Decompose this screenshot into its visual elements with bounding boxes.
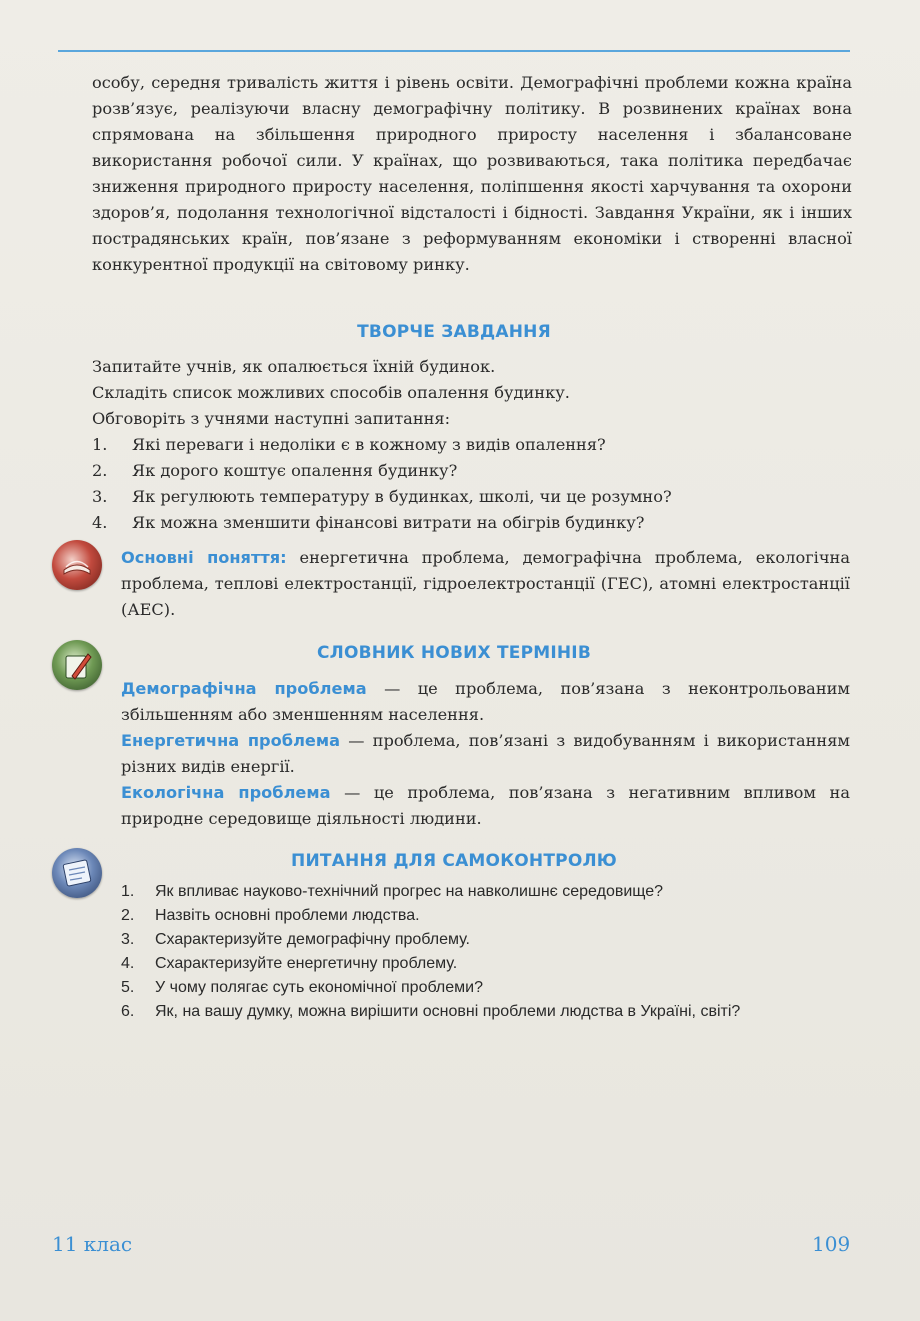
task-item-number: 3.: [92, 487, 108, 506]
task-line: Складіть список можливих способів опалення будинку.: [92, 383, 570, 402]
question-text: Схарактеризуйте енергетичну проблему.: [155, 955, 458, 972]
task-item: [92, 484, 852, 510]
glossary-entry: [121, 780, 850, 832]
glossary-heading: СЛОВНИК НОВИХ ТЕРМІНІВ: [317, 643, 591, 663]
question-text: Схарактеризуйте демографічну проблему.: [155, 931, 470, 948]
question-number: 1.: [121, 883, 135, 900]
glossary: [121, 676, 850, 832]
self-check-questions: [121, 880, 850, 1024]
key-concepts-label: Основні поняття:: [121, 548, 287, 567]
intro-text: особу, середня тривалість життя і рівень освіти. Демографічні проблеми кожна країна розв’язує, реалізуючи власну демографічну політику. В розвинених країнах вона спрямована на збільшення природного приросту населення і збалансоване використання робочої сили. У країнах, що розвиваються, така політика передбачає зниження природного приросту населення, поліпшення якості харчування та охорони здоров’я, подолання технологічної відсталості і бідності. Завдання України, як і інших пострадянських країн, пов’язане з реформуванням економіки і створенні власної конкурентної продукції на світовому ринку.: [92, 73, 852, 274]
question-number: 5.: [121, 979, 135, 996]
task-item-text: Як можна зменшити фінансові витрати на обігрів будинку?: [132, 513, 645, 532]
question-item: [121, 904, 850, 928]
key-concepts-text: енергетична проблема, демографічна проблема, екологічна проблема, теплові електростанції, гідроелектростанції (ГЕС), атомні електростанції (АЕС).: [121, 548, 850, 619]
questions-heading: ПИТАННЯ ДЛЯ САМОКОНТРОЛЮ: [291, 851, 617, 871]
question-text: Як, на вашу думку, можна вирішити основні проблеми людства в Україні, світі?: [155, 1003, 741, 1020]
glossary-definition: — проблема, пов’язані з видобуванням і використанням різних видів енергії.: [121, 731, 851, 776]
glossary-term: Демографічна проблема: [121, 679, 367, 698]
task-item-number: 4.: [92, 513, 108, 532]
question-item: [121, 1000, 850, 1024]
book-icon: [52, 540, 102, 590]
task-item-number: 2.: [92, 461, 108, 480]
question-number: 4.: [121, 955, 135, 972]
question-text: Назвіть основні проблеми людства.: [155, 907, 420, 924]
key-concepts: [121, 545, 850, 623]
question-text: Як впливає науково-технічний прогрес на навколишнє середовище?: [155, 883, 664, 900]
task-item: [92, 458, 852, 484]
top-rule: [58, 50, 850, 52]
question-number: 6.: [121, 1003, 135, 1020]
glossary-entry: [121, 676, 850, 728]
question-number: 2.: [121, 907, 135, 924]
task-item-text: Як регулюють температуру в будинках, школі, чи це розумно?: [132, 487, 672, 506]
intro-paragraph: [92, 70, 852, 278]
task-item-text: Як дорого коштує опалення будинку?: [132, 461, 458, 480]
question-item: [121, 976, 850, 1000]
question-item: [121, 928, 850, 952]
task-block: [92, 354, 852, 536]
task-item-number: 1.: [92, 435, 108, 454]
task-line: Запитайте учнів, як опалюється їхній будинок.: [92, 357, 496, 376]
question-item: [121, 952, 850, 976]
task-item: [92, 510, 852, 536]
footer-grade: 11 клас: [52, 1232, 133, 1256]
question-text: У чому полягає суть економічної проблеми?: [155, 979, 483, 996]
page-number: 109: [812, 1232, 851, 1256]
glossary-definition: — це проблема, пов’язана з негативним впливом на природне середовище діяльності людини.: [121, 783, 850, 828]
glossary-term: Енергетична проблема: [121, 731, 341, 750]
question-number: 3.: [121, 931, 135, 948]
glossary-entry: [121, 728, 850, 780]
task-item: [92, 432, 852, 458]
glossary-term: Екологічна проблема: [121, 783, 331, 802]
glossary-definition: — це проблема, пов’язана з неконтрольованим збільшенням або зменшенням населення.: [121, 679, 850, 724]
question-item: [121, 880, 850, 904]
task-heading: ТВОРЧЕ ЗАВДАННЯ: [357, 322, 551, 342]
task-item-text: Які переваги і недоліки є в кожному з видів опалення?: [132, 435, 606, 454]
task-line: Обговоріть з учнями наступні запитання:: [92, 409, 451, 428]
